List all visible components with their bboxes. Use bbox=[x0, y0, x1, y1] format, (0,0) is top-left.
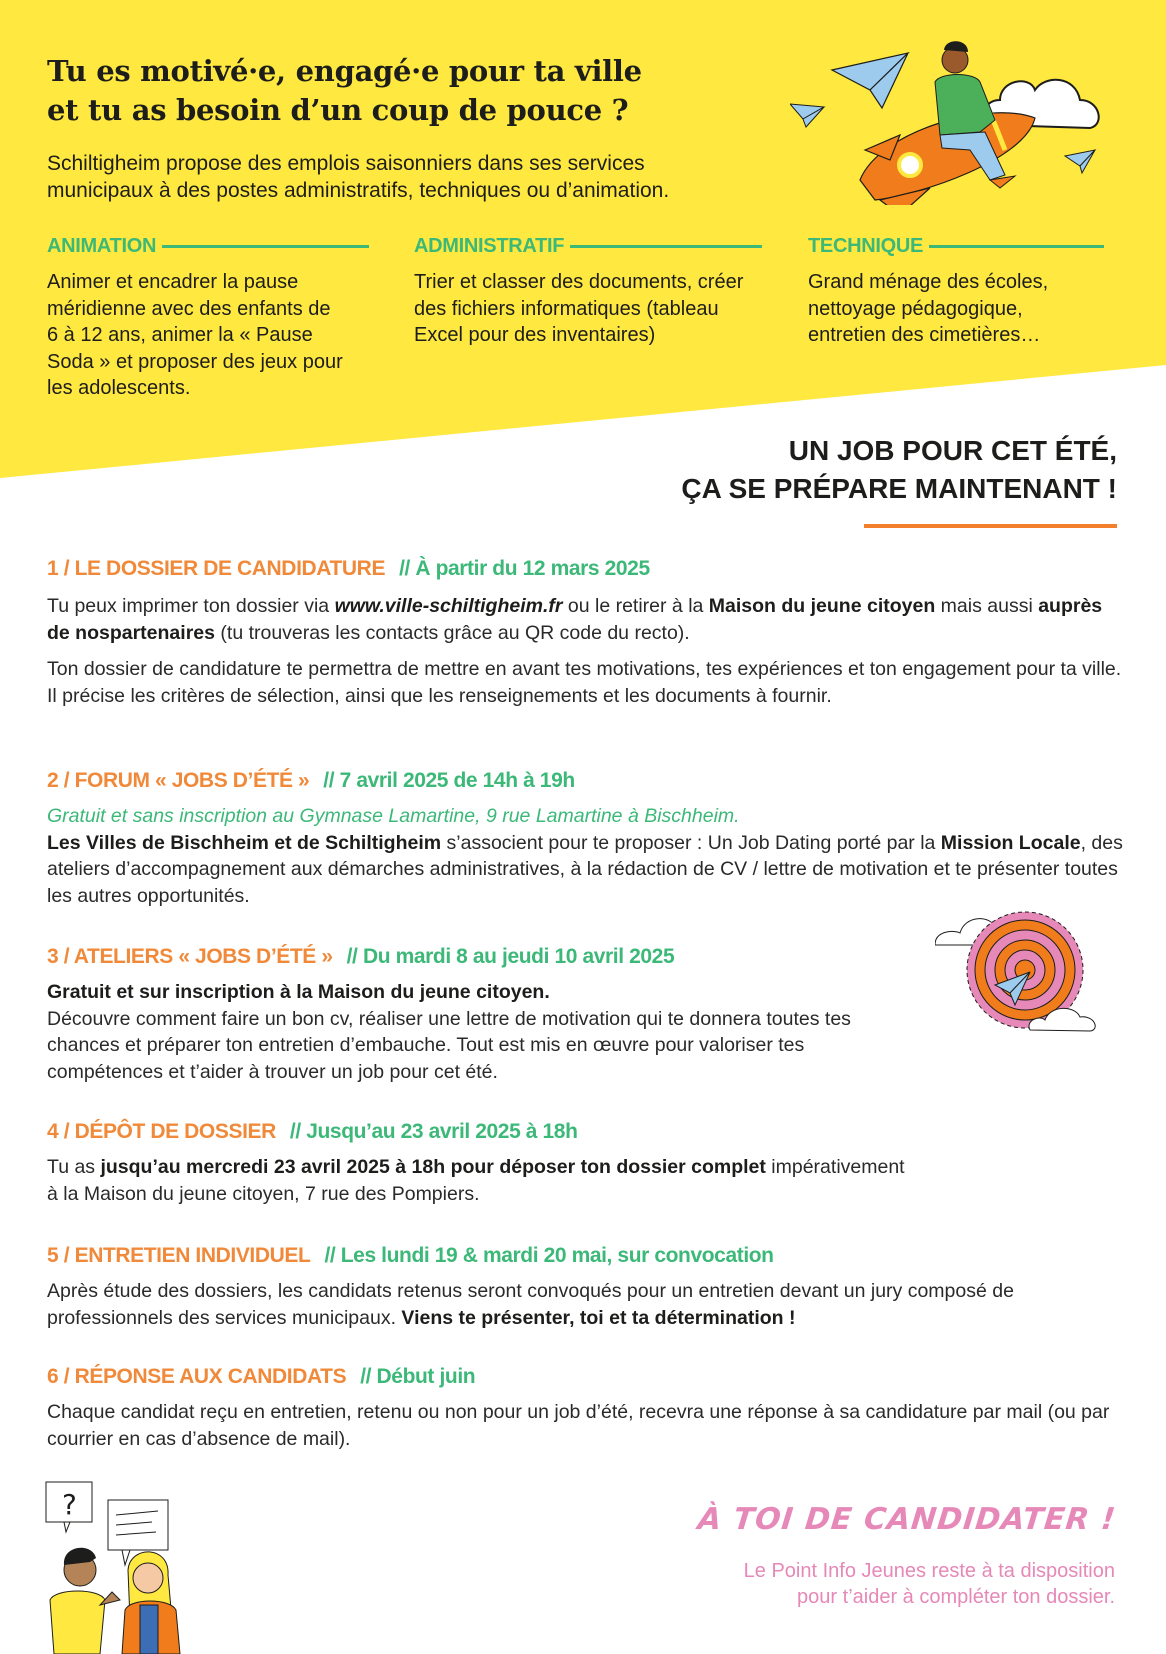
step-paragraph bbox=[47, 1278, 1127, 1331]
step-title: 3 / ATELIERS « JOBS D’ÉTÉ » bbox=[47, 945, 333, 968]
separator: // bbox=[346, 945, 358, 968]
separator: // bbox=[323, 769, 335, 792]
step-date: Les lundi 19 & mardi 20 mai, sur convocation bbox=[340, 1244, 774, 1267]
step-title: 4 / DÉPÔT DE DOSSIER bbox=[47, 1120, 276, 1143]
step-forum bbox=[47, 767, 1127, 909]
text: s’associent pour te proposer : Un Job Dating porté par la bbox=[441, 831, 941, 854]
text: , des ateliers d’accompagnement aux démarches administratives, à la rédaction de CV / lettre de motivation et te présenter toutes les autres opportunités. bbox=[47, 831, 1123, 907]
category-label: ADMINISTRATIF bbox=[414, 234, 565, 257]
step-heading bbox=[47, 1118, 1127, 1146]
cta-line-1: Le Point Info Jeunes reste à ta disposition bbox=[743, 1560, 1115, 1582]
bold-text: Mission Locale bbox=[940, 831, 1081, 854]
text: impérativement à la Maison du jeune citoyen, 7 rue des Pompiers. bbox=[47, 1156, 905, 1205]
cta-text bbox=[744, 1558, 1115, 1610]
job-heading-line-2: ÇA SE PRÉPARE MAINTENANT ! bbox=[681, 473, 1117, 504]
step-subtitle: Gratuit et sans inscription au Gymnase Lamartine, 9 rue Lamartine à Bischheim. bbox=[47, 805, 740, 827]
rocket-illustration bbox=[790, 20, 1120, 205]
step-title: 1 / LE DOSSIER DE CANDIDATURE bbox=[47, 557, 386, 580]
category-label: ANIMATION bbox=[47, 234, 157, 257]
bold-text: Viens te présenter, toi et ta détermination ! bbox=[401, 1306, 796, 1329]
orange-rule bbox=[864, 524, 1117, 528]
text: ou le retirer à la bbox=[562, 595, 709, 617]
text: Tu peux imprimer ton dossier via bbox=[47, 595, 335, 617]
conversation-illustration bbox=[30, 1470, 300, 1654]
step-paragraph bbox=[47, 1154, 917, 1207]
step-date: À partir du 12 mars 2025 bbox=[415, 557, 650, 580]
text: (tu trouveras les contacts grâce au QR code du recto). bbox=[214, 621, 690, 644]
step-date: 7 avril 2025 de 14h à 19h bbox=[339, 769, 575, 792]
step-title: 2 / FORUM « JOBS D’ÉTÉ » bbox=[47, 769, 310, 792]
step-heading bbox=[47, 943, 997, 971]
step-date: Jusqu’au 23 avril 2025 à 18h bbox=[306, 1120, 578, 1143]
paper-plane-icon bbox=[790, 104, 824, 127]
bold-text: auprès de nospartenaires bbox=[47, 595, 1103, 644]
step-paragraph: Ton dossier de candidature te permettra de mettre en avant tes motivations, tes expériences et ton engagement pour ta ville. Il précise les critères de sélection, ainsi que les renseignements et les documents à fournir. bbox=[47, 658, 1122, 707]
bold-text: Maison du jeune citoyen bbox=[708, 595, 936, 617]
separator: // bbox=[289, 1120, 301, 1143]
step-date: Du mardi 8 au jeudi 10 avril 2025 bbox=[362, 945, 675, 968]
intro-line-1: Schiltigheim propose des emplois saisonniers dans ses services bbox=[47, 152, 645, 175]
category-technique bbox=[808, 233, 1104, 349]
category-rule bbox=[162, 245, 369, 248]
paper-plane-icon bbox=[1065, 150, 1095, 173]
text: Après étude des dossiers, les candidats retenus seront convoqués pour un entretien devant un jury composé de professionnels des services municipaux. bbox=[47, 1280, 1014, 1329]
step-lead: Gratuit et sur inscription à la Maison du jeune citoyen. bbox=[47, 981, 550, 1003]
step-heading bbox=[47, 555, 1127, 583]
person-right-icon bbox=[122, 1552, 180, 1654]
category-rule bbox=[570, 245, 762, 248]
step-paragraph: Découvre comment faire un bon cv, réaliser une lettre de motivation qui te donnera toutes tes chances et préparer ton entretien d’embauche. Tout est mis en œuvre pour valoriser tes compétences et t’aider à trouver un job pour cet été. bbox=[47, 1007, 851, 1083]
step-depot bbox=[47, 1118, 1127, 1207]
step-entretien bbox=[47, 1242, 1127, 1331]
separator: // bbox=[360, 1365, 372, 1388]
category-animation bbox=[47, 233, 369, 402]
hero-title bbox=[47, 52, 767, 130]
step-title: 5 / ENTRETIEN INDIVIDUEL bbox=[47, 1244, 311, 1267]
intro-line-2: municipaux à des postes administratifs, techniques ou d’animation. bbox=[47, 179, 670, 202]
step-heading bbox=[47, 1363, 1127, 1391]
category-rule bbox=[929, 245, 1104, 248]
target-illustration bbox=[935, 905, 1115, 1045]
hero-title-line-2: et tu as besoin d’un coup de pouce ? bbox=[47, 93, 629, 127]
text: Tu as bbox=[47, 1156, 101, 1178]
svg-text:?: ? bbox=[62, 1488, 77, 1521]
text: mais aussi bbox=[935, 595, 1039, 617]
website-link[interactable]: www.ville-schiltigheim.fr bbox=[334, 595, 563, 617]
step-paragraph bbox=[47, 593, 1127, 646]
question-bubble-icon bbox=[46, 1482, 92, 1532]
paper-plane-icon bbox=[832, 53, 908, 108]
hero-title-line-1: Tu es motivé·e, engagé·e pour ta ville bbox=[47, 54, 642, 88]
bold-text: jusqu’au mercredi 23 avril 2025 à 18h pour déposer ton dossier complet bbox=[100, 1156, 766, 1178]
category-description: Animer et encadrer la pause méridienne avec des enfants de 6 à 12 ans, animer la « Pause Soda » et proposer des jeux pour les adolescents. bbox=[47, 271, 343, 399]
step-ateliers bbox=[47, 943, 997, 1085]
step-heading bbox=[47, 767, 1127, 795]
hero-intro bbox=[47, 150, 867, 204]
step-paragraph bbox=[47, 830, 1127, 910]
bold-text: Les Villes de Bischheim et de Schiltigheim bbox=[47, 831, 442, 854]
step-dossier-candidature bbox=[47, 555, 1127, 709]
step-title: 6 / RÉPONSE AUX CANDIDATS bbox=[47, 1365, 347, 1388]
step-heading bbox=[47, 1242, 1127, 1270]
category-administratif bbox=[414, 233, 762, 349]
person-left-icon bbox=[50, 1548, 120, 1654]
job-heading-line-1: UN JOB POUR CET ÉTÉ, bbox=[788, 435, 1117, 466]
cta-title: À TOI DE CANDIDATER ! bbox=[696, 1502, 1118, 1537]
step-reponse bbox=[47, 1363, 1127, 1452]
separator: // bbox=[324, 1244, 336, 1267]
category-label: TECHNIQUE bbox=[808, 234, 924, 257]
job-heading bbox=[681, 432, 1117, 508]
step-date: Début juin bbox=[376, 1365, 476, 1388]
cta-line-2: pour t’aider à compléter ton dossier. bbox=[797, 1586, 1115, 1608]
step-paragraph: Chaque candidat reçu en entretien, retenu ou non pour un job d’été, recevra une réponse à sa candidature par mail (ou par courrier en cas d’absence de mail). bbox=[47, 1401, 1110, 1450]
separator: // bbox=[399, 557, 410, 580]
category-description: Trier et classer des documents, créer des fichiers informatiques (tableau Excel pour des inventaires) bbox=[414, 271, 744, 346]
category-description: Grand ménage des écoles, nettoyage pédagogique, entretien des cimetières… bbox=[808, 271, 1049, 346]
